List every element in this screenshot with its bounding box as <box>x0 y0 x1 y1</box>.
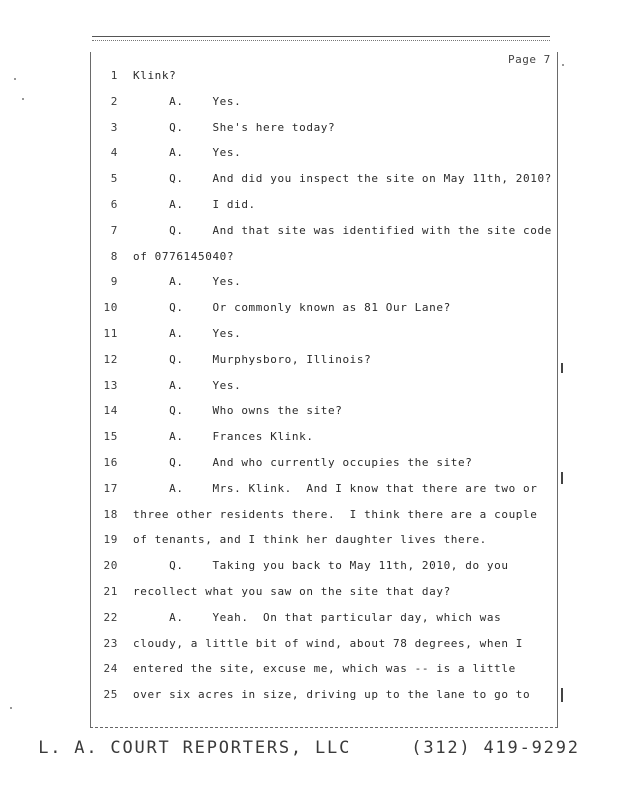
line-text: of tenants, and I think her daughter lives there. <box>133 533 487 547</box>
transcript-line <box>0 301 618 317</box>
transcript-line <box>0 508 618 524</box>
transcript-line <box>0 637 618 653</box>
line-text: A. Yes. <box>133 327 242 340</box>
line-number: 2 <box>110 94 118 108</box>
transcript-line <box>0 404 618 420</box>
line-number: 25 <box>103 688 118 702</box>
line-text: Q. And that site was identified with the site code <box>133 223 552 237</box>
line-text: A. Mrs. Klink. And I know that there are two or <box>133 481 538 495</box>
scan-speck <box>10 707 12 709</box>
line-number: 24 <box>103 662 118 676</box>
transcript-line <box>0 662 618 678</box>
transcript-line <box>0 69 618 85</box>
line-text: A. Yes. <box>133 94 242 108</box>
line-number: 11 <box>103 327 118 340</box>
line-number: 3 <box>110 120 118 134</box>
scan-edge-mark <box>561 472 563 484</box>
transcript-line <box>0 121 618 137</box>
transcript-line <box>0 250 618 266</box>
transcript-line <box>0 456 618 472</box>
line-text: Q. Taking you back to May 11th, 2010, do you <box>133 559 509 573</box>
line-text: A. Yeah. On that particular day, which was <box>133 610 502 624</box>
line-number: 23 <box>103 636 118 650</box>
line-text: entered the site, excuse me, which was -- is a little <box>133 662 516 676</box>
transcript-line <box>0 482 618 498</box>
line-text: Q. Or commonly known as 81 Our Lane? <box>133 301 451 315</box>
line-text: over six acres in size, driving up to the lane to go to <box>133 688 531 702</box>
transcript-line <box>0 611 618 627</box>
line-number: 7 <box>110 223 118 237</box>
line-number: 6 <box>110 198 118 211</box>
line-text: Q. Who owns the site? <box>133 404 343 418</box>
line-number: 10 <box>103 301 118 315</box>
scan-edge-mark <box>561 363 563 373</box>
transcript-line <box>0 275 618 291</box>
line-number: 4 <box>110 146 118 160</box>
line-text: Klink? <box>133 69 177 82</box>
line-text: cloudy, a little bit of wind, about 78 degrees, when I <box>133 636 524 650</box>
line-number: 14 <box>103 404 118 418</box>
scan-speck <box>562 64 564 66</box>
transcript-line <box>0 224 618 240</box>
transcript-line <box>0 379 618 395</box>
line-number: 9 <box>110 275 118 289</box>
transcript-line <box>0 327 618 343</box>
transcript-line <box>0 146 618 162</box>
line-text: Q. And who currently occupies the site? <box>133 456 473 469</box>
line-text: A. I did. <box>133 198 256 211</box>
scan-speck <box>14 78 16 80</box>
line-number: 21 <box>103 585 118 598</box>
transcript-line <box>0 559 618 575</box>
scan-speck <box>22 98 24 100</box>
line-number: 19 <box>103 533 118 547</box>
transcript-line <box>0 430 618 446</box>
line-text: Q. She's here today? <box>133 120 336 134</box>
line-text: A. Yes. <box>133 146 242 160</box>
line-text: Q. And did you inspect the site on May 11th, 2010? <box>133 172 552 186</box>
line-number: 13 <box>103 378 118 392</box>
line-text: A. Yes. <box>133 275 242 289</box>
line-number: 1 <box>110 69 118 82</box>
line-number: 20 <box>103 559 118 573</box>
line-number: 16 <box>103 456 118 469</box>
scan-edge-mark <box>561 688 563 702</box>
bottom-rule <box>90 727 558 728</box>
reporter-footer: L. A. COURT REPORTERS, LLC (312) 419-9292 <box>38 738 580 758</box>
transcript-line <box>0 688 618 704</box>
transcript-line <box>0 353 618 369</box>
transcript-line <box>0 95 618 111</box>
transcript-line <box>0 172 618 188</box>
line-number: 5 <box>110 172 118 186</box>
line-text: Q. Murphysboro, Illinois? <box>133 352 372 366</box>
line-number: 8 <box>110 249 118 263</box>
top-rule-dotted <box>92 40 550 41</box>
line-text: three other residents there. I think there are a couple <box>133 507 538 521</box>
page-number: Page 7 <box>508 53 551 66</box>
transcript-line <box>0 533 618 549</box>
line-text: A. Frances Klink. <box>133 430 314 444</box>
transcript-line <box>0 198 618 214</box>
top-rule <box>92 36 550 37</box>
line-text: recollect what you saw on the site that day? <box>133 585 451 598</box>
line-number: 22 <box>103 610 118 624</box>
line-number: 15 <box>103 430 118 444</box>
line-text: of 0776145040? <box>133 249 235 263</box>
line-number: 12 <box>103 352 118 366</box>
transcript-line <box>0 585 618 601</box>
line-number: 18 <box>103 507 118 521</box>
line-text: A. Yes. <box>133 378 242 392</box>
line-number: 17 <box>103 481 118 495</box>
